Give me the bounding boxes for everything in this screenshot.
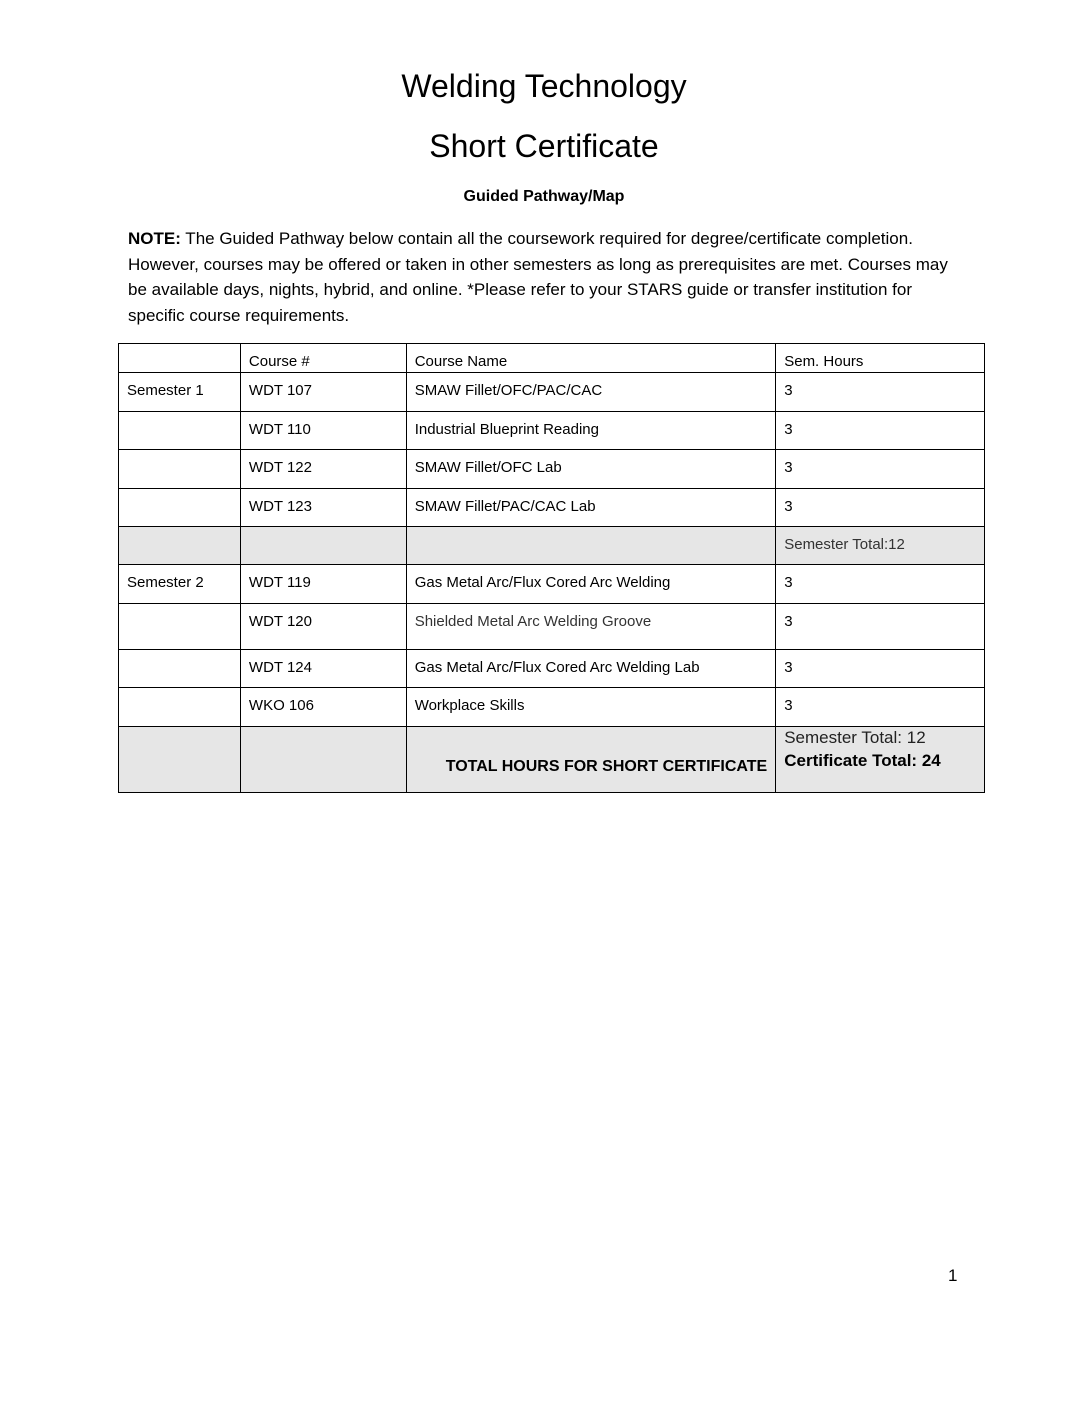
note-paragraph <box>128 226 958 328</box>
course-name-cell: Workplace Skills <box>406 688 776 727</box>
header-cell-course-name: Course Name <box>406 344 776 373</box>
hours-cell: 3 <box>776 373 985 412</box>
header-cell-course-number: Course # <box>240 344 406 373</box>
pathway-heading: Guided Pathway/Map <box>463 188 625 205</box>
course-name-cell: SMAW Fillet/OFC/PAC/CAC <box>406 373 776 412</box>
table-row <box>119 649 985 688</box>
course-number-cell: WDT 110 <box>240 411 406 450</box>
table-row <box>119 488 985 527</box>
course-number-cell: WDT 119 <box>240 565 406 604</box>
course-name-cell: Gas Metal Arc/Flux Cored Arc Welding Lab <box>406 649 776 688</box>
semester-cell: Semester 2 <box>119 565 241 604</box>
note-text: The Guided Pathway below contain all the coursework required for degree/certificate completion. However, courses may be offered or taken in other semesters as long as prerequisites are met. Courses may be available days, nights, hybrid, and online. *Please refer to your STARS guide or transfer institution for specific course requirements. <box>128 229 948 325</box>
hours-cell: 3 <box>776 488 985 527</box>
totals-cell <box>776 726 985 792</box>
table-row <box>119 688 985 727</box>
header-cell-semester <box>119 344 241 373</box>
hours-cell: 3 <box>776 649 985 688</box>
certificate-total-row <box>119 726 985 792</box>
semester-cell <box>119 450 241 489</box>
table-row <box>119 411 985 450</box>
note-label: NOTE: <box>128 229 181 248</box>
document-title: Welding Technology <box>401 68 687 104</box>
total-hours-label: TOTAL HOURS FOR SHORT CERTIFICATE <box>406 726 776 792</box>
table-header-row <box>119 344 985 373</box>
header-cell-sem-hours: Sem. Hours <box>776 344 985 373</box>
course-number-cell: WDT 107 <box>240 373 406 412</box>
semester-cell: Semester 1 <box>119 373 241 412</box>
course-number-cell: WDT 120 <box>240 603 406 649</box>
table-row <box>119 603 985 649</box>
course-name-cell: Industrial Blueprint Reading <box>406 411 776 450</box>
semester-cell <box>119 488 241 527</box>
hours-cell: 3 <box>776 688 985 727</box>
page-number: 1 <box>948 1266 958 1285</box>
certificate-total: Certificate Total: 24 <box>784 750 941 770</box>
course-name-cell: Gas Metal Arc/Flux Cored Arc Welding <box>406 565 776 604</box>
course-number-cell: WDT 124 <box>240 649 406 688</box>
hours-cell: 3 <box>776 603 985 649</box>
semester1-total-row <box>119 527 985 565</box>
table-row <box>119 450 985 489</box>
course-number-cell: WDT 123 <box>240 488 406 527</box>
table-row <box>119 565 985 604</box>
course-number-cell: WDT 122 <box>240 450 406 489</box>
course-number-cell: WKO 106 <box>240 688 406 727</box>
document-subtitle-certificate: Short Certificate <box>429 128 659 164</box>
course-name-cell: Shielded Metal Arc Welding Groove <box>406 603 776 649</box>
course-table <box>118 343 985 793</box>
hours-cell: 3 <box>776 450 985 489</box>
table-row <box>119 373 985 412</box>
semester-cell <box>119 411 241 450</box>
hours-cell: 3 <box>776 565 985 604</box>
semester-cell <box>119 688 241 727</box>
semester-cell <box>119 649 241 688</box>
semester1-total-cell: Semester Total:12 <box>776 527 985 565</box>
hours-cell: 3 <box>776 411 985 450</box>
course-name-cell: SMAW Fillet/PAC/CAC Lab <box>406 488 776 527</box>
semester2-total: Semester Total: 12 <box>784 727 926 747</box>
course-name-cell: SMAW Fillet/OFC Lab <box>406 450 776 489</box>
semester-cell <box>119 603 241 649</box>
